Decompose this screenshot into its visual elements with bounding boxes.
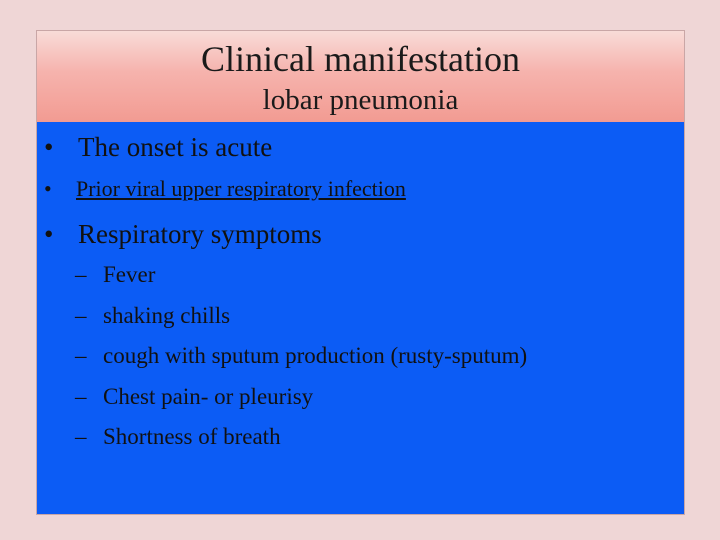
bullet-marker: • bbox=[44, 219, 54, 249]
sub-bullet-item bbox=[75, 261, 155, 289]
sub-bullet-item bbox=[75, 383, 313, 411]
bullet-marker: • bbox=[44, 176, 52, 201]
bullet-marker: • bbox=[44, 132, 54, 162]
sub-bullet-text: Shortness of breath bbox=[103, 424, 281, 449]
dash-marker: – bbox=[75, 262, 87, 287]
sub-bullet-item bbox=[75, 302, 230, 330]
bullet-text: Respiratory symptoms bbox=[78, 219, 322, 249]
dash-marker: – bbox=[75, 384, 87, 409]
bullet-text: Prior viral upper respiratory infection bbox=[76, 176, 406, 201]
sub-bullet-item bbox=[75, 342, 527, 370]
dash-marker: – bbox=[75, 303, 87, 328]
bullet-text: The onset is acute bbox=[78, 132, 273, 162]
slide-subtitle: lobar pneumonia bbox=[262, 84, 459, 116]
slide-title: Clinical manifestation bbox=[201, 39, 520, 79]
dash-marker: – bbox=[75, 424, 87, 449]
sub-bullet-text: cough with sputum production (rusty-sputum) bbox=[103, 343, 528, 368]
sub-bullet-text: Fever bbox=[103, 262, 156, 287]
dash-marker: – bbox=[75, 343, 87, 368]
bullet-item bbox=[44, 176, 406, 202]
bullet-item bbox=[44, 218, 322, 250]
title-banner bbox=[37, 31, 684, 122]
sub-bullet-item bbox=[75, 423, 281, 451]
sub-bullet-text: Chest pain- or pleurisy bbox=[103, 384, 314, 409]
bullet-item bbox=[44, 131, 272, 163]
sub-bullet-text: shaking chills bbox=[103, 303, 231, 328]
